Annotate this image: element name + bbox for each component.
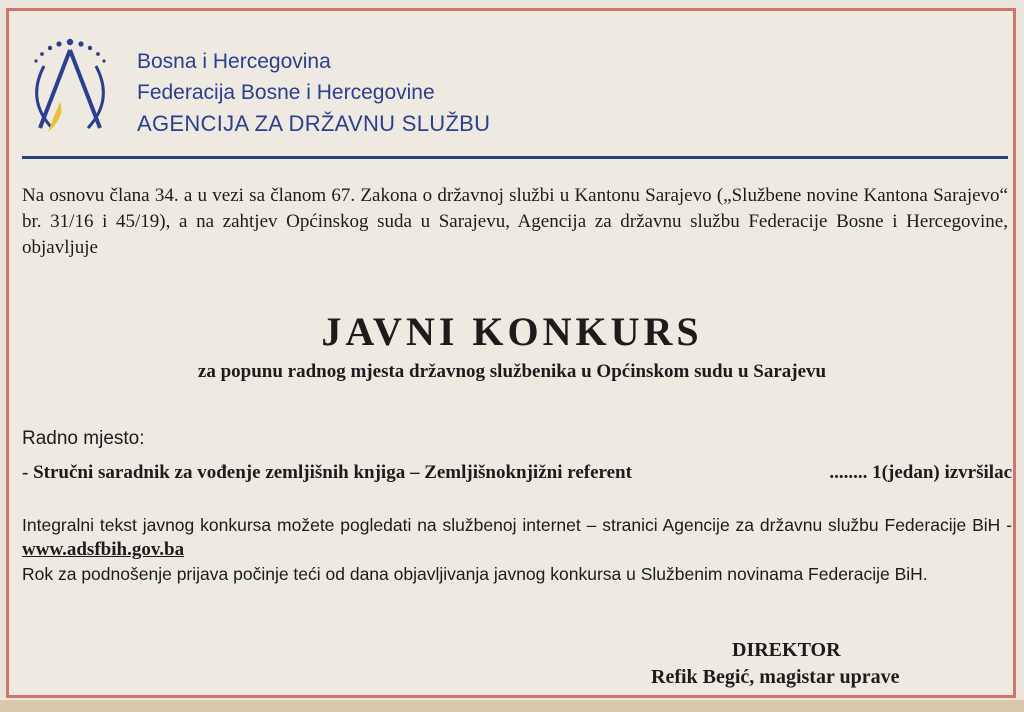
signature-title: DIREKTOR [732, 639, 841, 661]
agency-header [137, 46, 490, 139]
position-label: Radno mjesto: [22, 428, 145, 449]
country-name: Bosna i Hercegovina [137, 50, 331, 73]
notice-title: JAVNI KONKURS [321, 309, 703, 354]
header-divider [22, 156, 1008, 159]
agency-website-link[interactable]: www.adsfbih.gov.ba [22, 539, 185, 560]
position-line [22, 462, 1012, 484]
signature-name: Refik Begić, magistar uprave [651, 666, 900, 688]
federation-name: Federacija Bosne i Hercegovine [137, 81, 435, 104]
intro-paragraph: Na osnovu člana 34. a u vezi sa članom 67. Zakona o državnoj službi u Kantonu Sarajevo („Službene novine Kantona Sarajevo“ br. 31/16 i 45/19), a na zahtjev Općinskog suda u Sarajevu, Agencija za državnu službu Federacije Bosne i Hercegovine, objavljuje [22, 185, 1008, 258]
info-text: Integralni tekst javnog konkursa možete pogledati na službenoj internet – stranici Agencije za državnu službu Federacije BiH - [22, 515, 1012, 535]
deadline-paragraph: Rok za podnošenje prijava počinje teći od dana objavljivanja javnog konkursa u Službenim novinama Federacije BiH. [22, 564, 928, 584]
info-paragraph [22, 513, 1012, 562]
agency-logo-icon [22, 36, 118, 136]
notice-subtitle: za popunu radnog mjesta državnog službenika u Općinskom sudu u Sarajevu [197, 361, 827, 382]
position-name: - Stručni saradnik za vođenje zemljišnih knjiga – Zemljišnoknjižni referent [22, 462, 632, 483]
page-edge [0, 700, 1024, 712]
agency-name: AGENCIJA ZA DRŽAVNU SLUŽBU [137, 111, 491, 136]
position-count: ........ 1(jedan) izvršilac [829, 462, 1012, 483]
